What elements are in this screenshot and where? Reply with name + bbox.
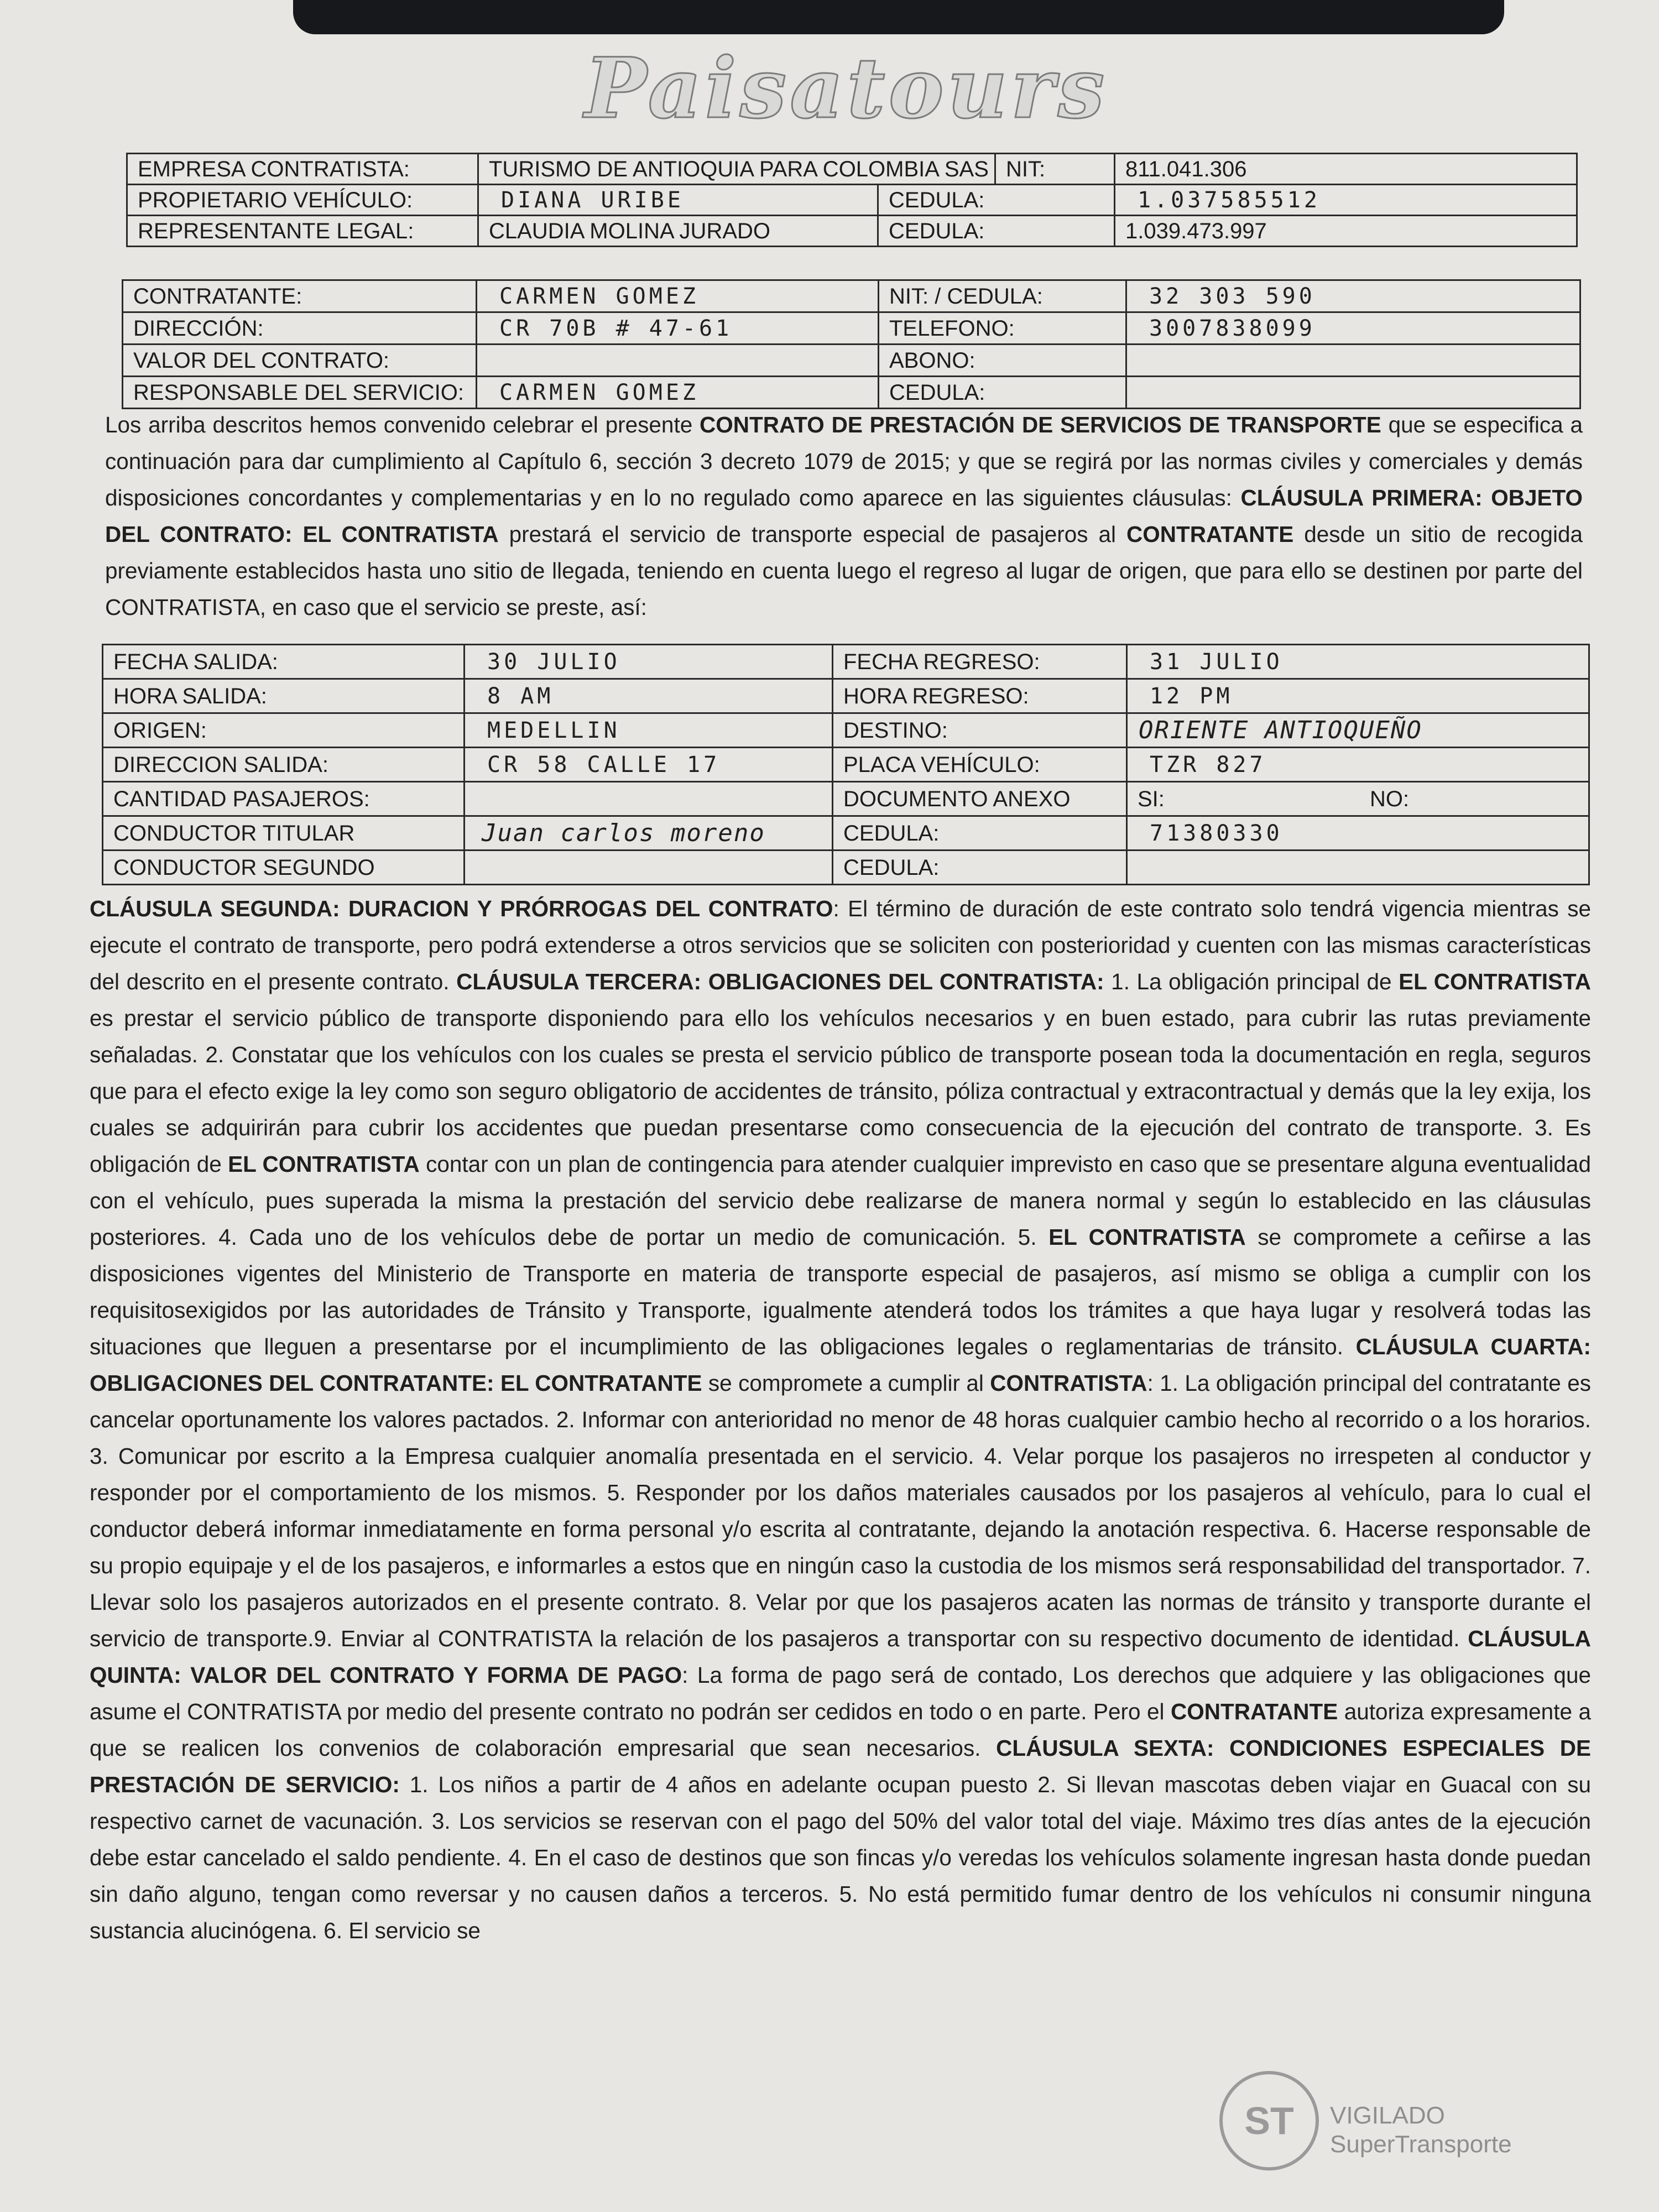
propietario-label: PROPIETARIO VEHÍCULO:	[127, 185, 478, 216]
origen-label: ORIGEN:	[103, 713, 465, 748]
clauses_paragraph-run: 1. Los niños a partir de 4 años en adelante ocupan puesto 2. Si llevan mascotas deben viajar en Guacal con su respectivo carnet de vacunación. 3. Los servicios se reservan con el pago del 50% del valor total del viaje. Máximo tres días antes de la ejecución debe estar cancelado el saldo pendiente. 4. En el caso de destinos que son fincas y/o veredas los vehículos solamente ingresan hasta donde puedan sin daño alguno, tengan como reversar y no causen daños a terceros. 5. No está permitido fumar dentro de los vehículos ni consumir ninguna sustancia alucinógena. 6. El servicio se	[90, 1772, 1591, 1943]
company-logo: Paisatours	[584, 40, 1108, 137]
conductor-titular-label: CONDUCTOR TITULAR	[103, 816, 465, 851]
supertransporte-seal-icon: ST	[1219, 2071, 1319, 2171]
cantidad-pasajeros-label: CANTIDAD PASAJEROS:	[103, 782, 465, 816]
clauses_paragraph-run: se compromete a ceñirse a las disposiciones vigentes del Ministerio de Transporte en materia de transporte especial de pasajeros, así mismo se obliga a cumplir con los requisitosexigidos por las autoridades de Tránsito y Transporte, igualmente atenderá todos los trámites a que haya lugar y resolverá todas las situaciones que lleguen a presentarse por el incumplimiento de las obligaciones legales o reglamentarias de tránsito.	[90, 1224, 1591, 1359]
intro_paragraph-run: prestará el servicio de transporte especial de pasajeros al	[498, 521, 1127, 547]
contratante-label: CONTRATANTE:	[123, 280, 477, 312]
clauses_paragraph-run: CONTRATANTE	[1171, 1699, 1338, 1724]
propietario-value: DIANA URIBE	[478, 185, 878, 216]
valor-contrato-value	[477, 345, 879, 377]
company-table	[126, 153, 1578, 247]
direccion-label: DIRECCIÓN:	[123, 312, 477, 345]
conductor-segundo-cedula-label: CEDULA:	[833, 851, 1127, 885]
origen-value: MEDELLIN	[465, 713, 833, 748]
conductor-segundo-cedula-value	[1127, 851, 1589, 885]
propietario-cedula-value: 1.037585512	[1115, 185, 1577, 216]
intro_paragraph-run: CLÁUSULA PRIMERA: OBJETO DEL CONTRATO: EL CONTRATISTA	[105, 485, 1583, 547]
clauses_paragraph-run: 1. La obligación principal de	[1104, 969, 1399, 994]
direccion-salida-label: DIRECCION SALIDA:	[103, 748, 465, 782]
hora-regreso-label: HORA REGRESO:	[833, 679, 1127, 713]
intro_paragraph-run: CONTRATANTE	[1126, 521, 1294, 547]
clauses_paragraph-run: : La forma de pago será de contado, Los derechos que adquiere y las obligaciones que asume el CONTRATISTA por medio del presente contrato no podrán ser cedidos en todo o en parte. Pero el	[90, 1662, 1591, 1724]
telefono-label: TELEFONO:	[879, 312, 1126, 345]
abono-label: ABONO:	[879, 345, 1126, 377]
no-label: NO:	[1370, 786, 1410, 811]
intro_paragraph-run: CONTRATO DE PRESTACIÓN DE SERVICIOS DE TRANSPORTE	[700, 412, 1381, 437]
responsable-cedula-value	[1126, 377, 1580, 409]
clauses_paragraph-run: CLÁUSULA CUARTA: OBLIGACIONES DEL CONTRATANTE: EL CONTRATANTE	[90, 1334, 1591, 1396]
seal-line1: VIGILADO	[1330, 2102, 1445, 2129]
conductor-segundo-label: CONDUCTOR SEGUNDO	[103, 851, 465, 885]
intro_paragraph-run: Los arriba descritos hemos convenido celebrar el presente	[105, 412, 700, 437]
representante-value: CLAUDIA MOLINA JURADO	[478, 216, 878, 247]
representante-label: REPRESENTANTE LEGAL:	[127, 216, 478, 247]
vigilado-supertransporte-text	[1330, 2101, 1512, 2159]
representante-cedula-label: CEDULA:	[878, 216, 1115, 247]
nit-value: 811.041.306	[1115, 154, 1577, 185]
clauses_paragraph-run: EL CONTRATISTA	[1399, 969, 1591, 994]
fecha-salida-label: FECHA SALIDA:	[103, 645, 465, 679]
client-table	[122, 279, 1581, 409]
representante-cedula-value: 1.039.473.997	[1115, 216, 1577, 247]
hora-regreso-value: 12 PM	[1127, 679, 1589, 713]
empresa-label: EMPRESA CONTRATISTA:	[127, 154, 478, 185]
clauses_paragraph-run: : 1. La obligación principal del contratante es cancelar oportunamente los valores pactados. 2. Informar con anterioridad no menor de 48 horas cualquier cambio hecho al recorrido o a los horarios. 3. Comunicar por escrito a la Empresa cualquier anomalía presentada en el servicio. 4. Velar porque los pasajeros no irrespeten al conductor y responder por el comportamiento de los mismos. 5. Responder por los daños materiales causados por los pasajeros al vehículo, para lo cual el conductor deberá informar inmediatamente en forma personal y/o escrita al contratante, dejando la anotación respectiva. 6. Hacerse responsable de su propio equipaje y el de los pasajeros, e informarles a estos que en ningún caso la custodia de los mismos será responsabilidad del transportador. 7. Llevar solo los pasajeros autorizados en el presente contrato. 8. Velar por que los pasajeros acaten las normas de tránsito y transporte durante el servicio de transporte.9. Enviar al CONTRATISTA la relación de los pasajeros a transportar con su respectivo documento de identidad.	[90, 1370, 1591, 1651]
fecha-regreso-label: FECHA REGRESO:	[833, 645, 1127, 679]
nit-cedula-label: NIT: / CEDULA:	[879, 280, 1126, 312]
conductor-titular-cedula-value: 71380330	[1127, 816, 1589, 851]
direccion-salida-value: CR 58 CALLE 17	[465, 748, 833, 782]
cantidad-pasajeros-value	[465, 782, 833, 816]
clauses_paragraph-run: CLÁUSULA QUINTA: VALOR DEL CONTRATO Y FORMA DE PAGO	[90, 1626, 1591, 1688]
destino-value: ORIENTE ANTIOQUEÑO	[1127, 713, 1589, 748]
nit-label: NIT:	[995, 154, 1115, 185]
documento-anexo-options	[1127, 782, 1589, 816]
clauses_paragraph-run: CONTRATISTA	[990, 1370, 1147, 1396]
documento-anexo-label: DOCUMENTO ANEXO	[833, 782, 1127, 816]
si-label: SI:	[1138, 786, 1165, 811]
conductor-segundo-value	[465, 851, 833, 885]
clauses_paragraph-run: contar con un plan de contingencia para atender cualquier imprevisto en caso que se presentare alguna eventualidad con el vehículo, pues superada la misma la prestación del servicio debe realizarse de manera normal y según lo establecido en las cláusulas posteriores. 4. Cada uno de los vehículos debe de portar un medio de comunicación. 5.	[90, 1151, 1591, 1250]
responsable-cedula-label: CEDULA:	[879, 377, 1126, 409]
hora-salida-label: HORA SALIDA:	[103, 679, 465, 713]
fecha-regreso-value: 31 JULIO	[1127, 645, 1589, 679]
propietario-cedula-label: CEDULA:	[878, 185, 1115, 216]
fecha-salida-value: 30 JULIO	[465, 645, 833, 679]
responsable-value: CARMEN GOMEZ	[477, 377, 879, 409]
intro-paragraph	[105, 406, 1583, 625]
placa-value: TZR 827	[1127, 748, 1589, 782]
clauses_paragraph-run: CLÁUSULA TERCERA: OBLIGACIONES DEL CONTRATISTA:	[456, 969, 1104, 994]
clauses_paragraph-run: autoriza expresamente a que se realicen los convenios de colaboración empresarial que sean necesarios.	[90, 1699, 1592, 1761]
nit-cedula-value: 32 303 590	[1126, 280, 1580, 312]
destino-label: DESTINO:	[833, 713, 1127, 748]
clauses_paragraph-run: EL CONTRATISTA	[228, 1151, 420, 1177]
empresa-value: TURISMO DE ANTIOQUIA PARA COLOMBIA SAS	[478, 154, 995, 185]
direccion-value: CR 70B # 47-61	[477, 312, 879, 345]
clauses_paragraph-run: CLÁUSULA SEGUNDA: DURACION Y PRÓRROGAS DEL CONTRATO	[90, 896, 833, 921]
clauses_paragraph-run: EL CONTRATISTA	[1048, 1224, 1246, 1250]
conductor-titular-value: Juan carlos moreno	[465, 816, 833, 851]
intro_paragraph-run: desde un sitio de recogida previamente establecidos hasta uno sitio de llegada, teniendo en cuenta luego el regreso al lugar de origen, que para ello se destinen por parte del CONTRATISTA, en caso que el servicio se preste, así:	[105, 521, 1583, 620]
contratante-value: CARMEN GOMEZ	[477, 280, 879, 312]
hora-salida-value: 8 AM	[465, 679, 833, 713]
placa-label: PLACA VEHÍCULO:	[833, 748, 1127, 782]
clauses_paragraph-run: : El término de duración de este contrato solo tendrá vigencia mientras se ejecute el contrato de transporte, pero podrá extenderse a otros servicios que se soliciten con posterioridad y cuenten con las mismas características del descrito en el presente contrato.	[90, 896, 1591, 994]
intro_paragraph-run: que se especifica a continuación para dar cumplimiento al Capítulo 6, sección 3 decreto 1079 de 2015; y que se regirá por las normas civiles y comerciales y demás disposiciones concordantes y complementarias y en lo no regulado como aparece en las siguientes cláusulas:	[105, 412, 1583, 510]
clipboard-clip	[293, 0, 1504, 34]
clauses_paragraph-run: CLÁUSULA SEXTA: CONDICIONES ESPECIALES DE PRESTACIÓN DE SERVICIO:	[90, 1735, 1591, 1797]
conductor-titular-cedula-label: CEDULA:	[833, 816, 1127, 851]
responsable-label: RESPONSABLE DEL SERVICIO:	[123, 377, 477, 409]
clauses_paragraph-run: se compromete a cumplir al	[702, 1370, 990, 1396]
trip-table	[102, 644, 1590, 885]
telefono-value: 3007838099	[1126, 312, 1580, 345]
valor-contrato-label: VALOR DEL CONTRATO:	[123, 345, 477, 377]
clauses-paragraph	[90, 890, 1591, 1949]
seal-line2: SuperTransporte	[1330, 2131, 1512, 2158]
abono-value	[1126, 345, 1580, 377]
clauses_paragraph-run: es prestar el servicio público de transporte disponiendo para ello los vehículos necesarios y en buen estado, para cubrir las rutas previamente señaladas. 2. Constatar que los vehículos con los cuales se presta el servicio público de transporte posean toda la documentación en regla, seguros que para el efecto exige la ley como son seguro obligatorio de accidentes de tránsito, póliza contractual y extracontractual y demás que la ley exija, los cuales se adquirirán para cubrir los accidentes que puedan presentarse como consecuencia de la ejecución del contrato de transporte. 3. Es obligación de	[90, 1005, 1591, 1177]
